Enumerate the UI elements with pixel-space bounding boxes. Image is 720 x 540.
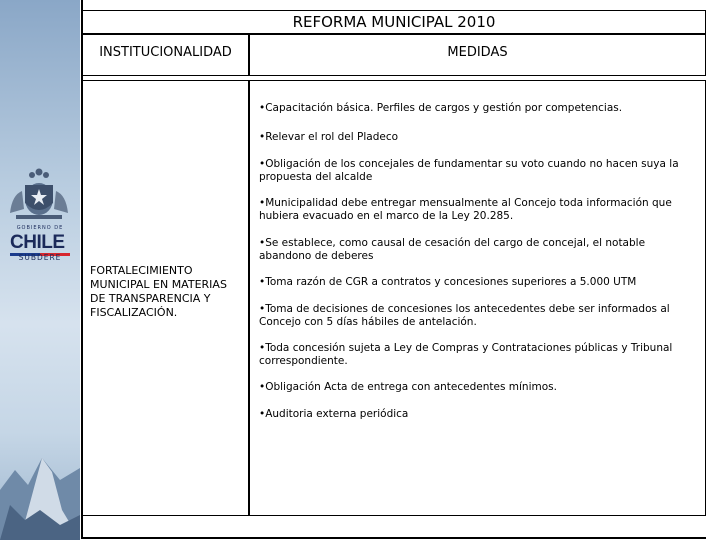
measure-item xyxy=(259,131,689,144)
bullet-icon: • xyxy=(259,131,266,143)
chile-logo-text: CHILE xyxy=(10,232,65,253)
bullet-icon: • xyxy=(259,197,266,209)
bullet-icon: • xyxy=(259,276,266,288)
sidebar-decoration xyxy=(0,0,80,540)
measure-item xyxy=(259,276,689,289)
bullet-icon: • xyxy=(259,342,266,354)
measure-text: Municipalidad debe entregar mensualmente al Concejo toda información que hubiera evacuado en el marco de la Ley 20.285. xyxy=(259,197,672,222)
page-title: REFORMA MUNICIPAL 2010 xyxy=(82,10,706,34)
measure-item xyxy=(259,342,689,368)
header-medidas: MEDIDAS xyxy=(249,34,706,76)
bullet-icon: • xyxy=(259,102,266,114)
measure-item xyxy=(259,197,689,223)
mountain-decoration xyxy=(0,450,80,540)
gobierno-text: GOBIERNO DE xyxy=(16,225,64,231)
medidas-cell xyxy=(249,80,706,516)
measure-item xyxy=(259,102,689,115)
measure-text: Toma razón de CGR a contratos y concesiones superiores a 5.000 UTM xyxy=(265,276,637,288)
measure-text: Obligación de los concejales de fundamentar su voto cuando no hacen suya la propuesta del alcalde xyxy=(259,158,679,183)
measure-text: Capacitación básica. Perfiles de cargos y gestión por competencias. xyxy=(265,102,623,114)
measure-text: Auditoria externa periódica xyxy=(265,408,409,420)
bullet-icon: • xyxy=(259,237,266,249)
measure-item xyxy=(259,381,689,394)
bullet-icon: • xyxy=(259,303,266,315)
subdere-text: SUBDERE xyxy=(18,253,62,262)
measure-item xyxy=(259,158,689,184)
header-institucionalidad: INSTITUCIONALIDAD xyxy=(82,34,249,76)
measure-text: Toma de decisiones de concesiones los antecedentes debe ser informados al Concejo con 5 días hábiles de antelación. xyxy=(259,303,670,328)
measure-text: Obligación Acta de entrega con antecedentes mínimos. xyxy=(265,381,557,393)
bullet-icon: • xyxy=(259,408,266,420)
measure-item xyxy=(259,237,689,263)
bullet-icon: • xyxy=(259,158,266,170)
coat-of-arms-icon xyxy=(2,165,76,225)
row-label: FORTALECIMIENTO MUNICIPAL EN MATERIAS DE TRANSPARENCIA Y FISCALIZACIÓN. xyxy=(90,264,227,319)
institucionalidad-cell xyxy=(82,80,249,516)
measure-item xyxy=(259,408,689,421)
bullet-icon: • xyxy=(259,381,266,393)
chile-logo xyxy=(10,232,70,252)
measure-text: Se establece, como causal de cesación del cargo de concejal, el notable abandono de deberes xyxy=(259,237,646,262)
measure-text: Toda concesión sujeta a Ley de Compras y Contrataciones públicas y Tribunal correspondiente. xyxy=(259,342,673,367)
measure-text: Relevar el rol del Pladeco xyxy=(265,131,399,143)
measure-item xyxy=(259,303,689,329)
